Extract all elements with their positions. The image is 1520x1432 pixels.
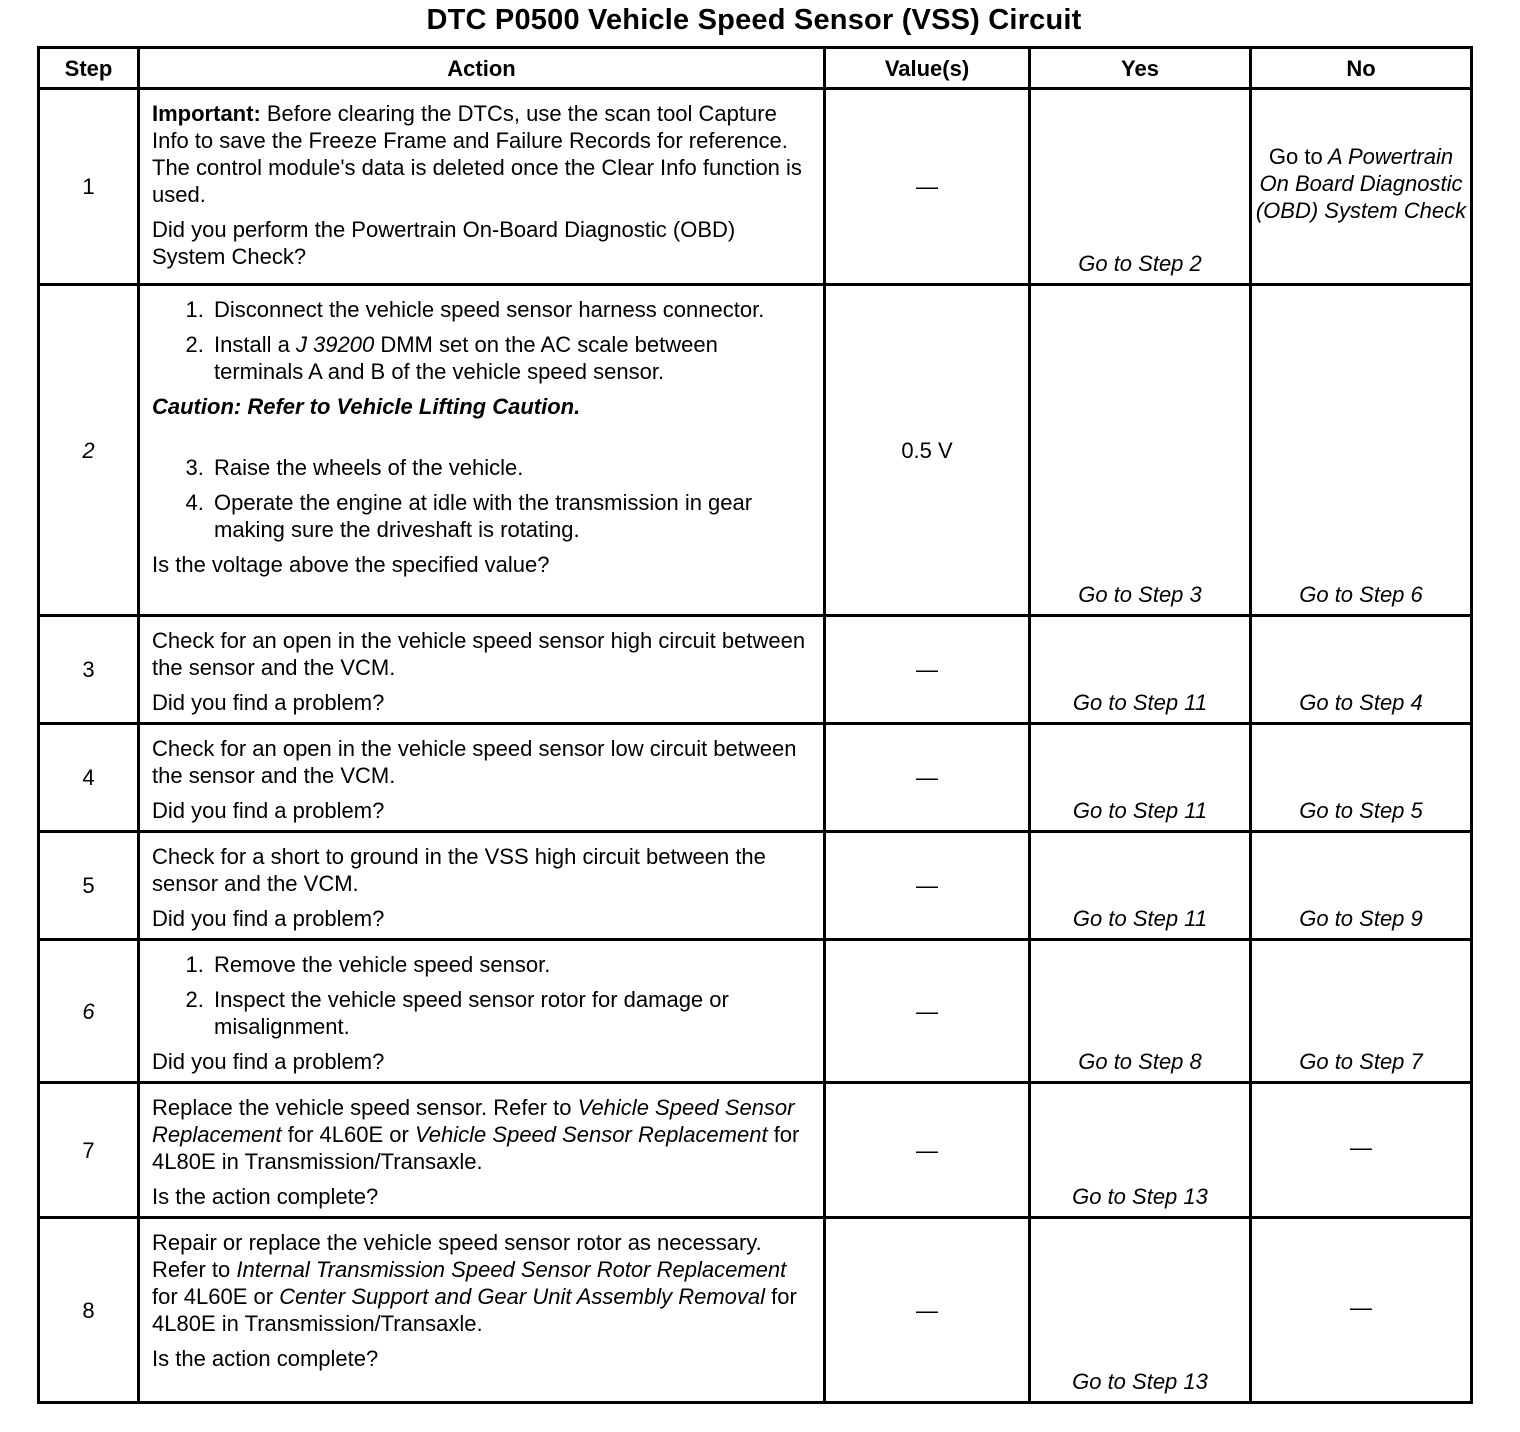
- no-cell: [1251, 89, 1472, 285]
- list-item: 3. Raise the wheels of the vehicle.: [210, 454, 811, 481]
- yes-cell: Go to Step 11: [1030, 616, 1251, 724]
- action-question: Is the action complete?: [152, 1184, 379, 1209]
- yes-cell: Go to Step 8: [1030, 940, 1251, 1083]
- value-cell: —: [825, 724, 1030, 832]
- action-cell: [139, 1083, 825, 1218]
- no-cell: Go to Step 5: [1251, 724, 1472, 832]
- no-cell: Go to Step 6: [1251, 285, 1472, 616]
- yes-cell: Go to Step 13: [1030, 1083, 1251, 1218]
- page-title: DTC P0500 Vehicle Speed Sensor (VSS) Circuit: [426, 4, 1082, 36]
- important-note: [152, 100, 811, 208]
- yes-cell: Go to Step 3: [1030, 285, 1251, 616]
- no-cell: Go to Step 7: [1251, 940, 1472, 1083]
- tool-reference: J 39200: [295, 332, 375, 357]
- step-number: 6: [39, 940, 139, 1083]
- no-cell: —: [1251, 1083, 1472, 1218]
- action-text-part: for 4L80E in Transmission/Transaxle.: [152, 1122, 800, 1174]
- header-yes: Yes: [1030, 48, 1251, 89]
- no-prefix: Go to: [1268, 144, 1323, 169]
- obd-check-reference: A Powertrain On Board Diagnostic (OBD) System Check: [1255, 144, 1467, 223]
- table-row: [39, 89, 1472, 285]
- action-cell: [139, 285, 825, 616]
- diagnostic-table: [37, 46, 1473, 1404]
- step-number: 2: [39, 285, 139, 616]
- table-row: [39, 940, 1472, 1083]
- table-row: [39, 285, 1472, 616]
- value-cell: —: [825, 1083, 1030, 1218]
- step-number: 8: [39, 1218, 139, 1403]
- no-cell: Go to Step 9: [1251, 832, 1472, 940]
- action-cell: [139, 832, 825, 940]
- table-header-row: [39, 48, 1472, 89]
- table-row: [39, 616, 1472, 724]
- header-no: No: [1251, 48, 1472, 89]
- action-cell: [139, 940, 825, 1083]
- action-question: Did you find a problem?: [152, 906, 385, 931]
- header-action: Action: [139, 48, 825, 89]
- procedure-reference: Internal Transmission Speed Sensor Rotor Replacement: [236, 1257, 787, 1282]
- action-question: Is the voltage above the specified value?: [152, 552, 550, 577]
- action-question: Is the action complete?: [152, 1346, 379, 1371]
- list-item: [210, 331, 811, 385]
- step-number: 3: [39, 616, 139, 724]
- action-text: [152, 1094, 811, 1175]
- no-cell: —: [1251, 1218, 1472, 1403]
- table-row: [39, 832, 1472, 940]
- list-item: 2. Inspect the vehicle speed sensor rotor for damage or misalignment.: [210, 986, 811, 1040]
- action-list: [152, 454, 811, 543]
- action-text-part: Repair or replace the vehicle speed sensor rotor as necessary. Refer to: [152, 1230, 762, 1282]
- procedure-reference: Center Support and Gear Unit Assembly Removal: [279, 1284, 766, 1309]
- table-row: [39, 1218, 1472, 1403]
- action-cell: [139, 89, 825, 285]
- no-cell: Go to Step 4: [1251, 616, 1472, 724]
- yes-cell: Go to Step 2: [1030, 89, 1251, 285]
- table-row: [39, 724, 1472, 832]
- action-question: Did you find a problem?: [152, 690, 385, 715]
- action-text: Check for a short to ground in the VSS high circuit between the sensor and the VCM.: [152, 844, 766, 896]
- action-question: Did you perform the Powertrain On-Board Diagnostic (OBD) System Check?: [152, 217, 736, 269]
- list-item-text: DMM set on the AC scale between terminals A and B of the vehicle speed sensor.: [214, 332, 718, 384]
- action-cell: [139, 1218, 825, 1403]
- header-values: Value(s): [825, 48, 1030, 89]
- action-list: [152, 951, 811, 1040]
- action-text-part: for 4L60E or: [281, 1122, 415, 1147]
- list-item-text: Install a: [214, 332, 296, 357]
- important-label: Important:: [152, 101, 261, 126]
- yes-cell: Go to Step 13: [1030, 1218, 1251, 1403]
- important-text: Before clearing the DTCs, use the scan tool Capture Info to save the Freeze Frame and Failure Records for reference. The control module's data is deleted once the Clear Info function is used.: [152, 101, 802, 207]
- step-number: 5: [39, 832, 139, 940]
- value-cell: —: [825, 616, 1030, 724]
- action-question: Did you find a problem?: [152, 1049, 385, 1074]
- action-list: [152, 296, 811, 385]
- yes-cell: Go to Step 11: [1030, 832, 1251, 940]
- value-cell: —: [825, 832, 1030, 940]
- action-text: Check for an open in the vehicle speed sensor low circuit between the sensor and the VCM.: [152, 736, 797, 788]
- value-cell: 0.5 V: [825, 285, 1030, 616]
- step-number: 1: [39, 89, 139, 285]
- action-text-part: for 4L80E in Transmission/Transaxle.: [152, 1284, 797, 1336]
- step-number: 4: [39, 724, 139, 832]
- procedure-reference: Vehicle Speed Sensor Replacement: [152, 1095, 795, 1147]
- action-question: Did you find a problem?: [152, 798, 385, 823]
- table-row: [39, 1083, 1472, 1218]
- list-item: 4. Operate the engine at idle with the transmission in gear making sure the driveshaft is rotating.: [210, 489, 811, 543]
- action-cell: [139, 616, 825, 724]
- value-cell: —: [825, 940, 1030, 1083]
- procedure-reference: Vehicle Speed Sensor Replacement: [414, 1122, 768, 1147]
- header-step: Step: [39, 48, 139, 89]
- action-text-part: Replace the vehicle speed sensor. Refer to: [152, 1095, 578, 1120]
- action-text: [152, 1229, 811, 1337]
- value-cell: —: [825, 89, 1030, 285]
- list-item: 1. Remove the vehicle speed sensor.: [210, 951, 811, 978]
- list-item: 1. Disconnect the vehicle speed sensor harness connector.: [210, 296, 811, 323]
- step-number: 7: [39, 1083, 139, 1218]
- action-cell: [139, 724, 825, 832]
- action-text: Check for an open in the vehicle speed sensor high circuit between the sensor and the VCM.: [152, 628, 806, 680]
- caution-note: Caution: Refer to Vehicle Lifting Caution.: [152, 394, 581, 419]
- action-text-part: for 4L60E or: [152, 1284, 280, 1309]
- yes-cell: Go to Step 11: [1030, 724, 1251, 832]
- value-cell: —: [825, 1218, 1030, 1403]
